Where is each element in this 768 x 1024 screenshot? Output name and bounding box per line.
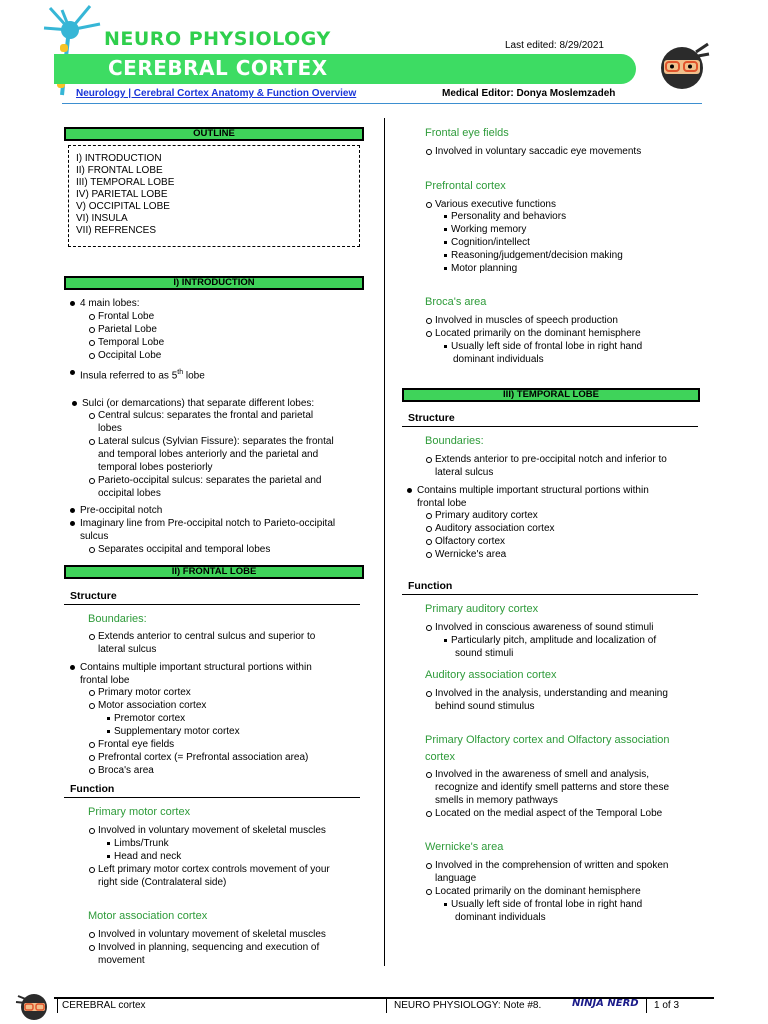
temporal-contains: Contains multiple important structural portions within	[417, 485, 649, 496]
broca-point: Involved in muscles of speech production	[435, 315, 618, 326]
frontal-function-label: Function	[70, 783, 115, 795]
temporal-heading: III) TEMPORAL LOBE	[402, 388, 700, 402]
outline-item: VII) REFRENCES	[76, 225, 157, 236]
lateral-sulcus-cont: and temporal lobes anteriorly and the parietal and	[98, 449, 319, 460]
pfc-heading: Prefrontal cortex	[425, 180, 506, 192]
header-rule	[62, 103, 702, 104]
column-divider	[384, 118, 385, 966]
neuron-logo-icon	[40, 0, 110, 100]
ninja-avatar-icon	[652, 40, 710, 92]
pfc-sub: Motor planning	[451, 263, 518, 274]
temporal-boundaries-heading: Boundaries:	[425, 435, 484, 447]
parieto-occipital-sulcus: Parieto-occipital sulcus: separates the parietal and	[98, 475, 322, 486]
footer-divider	[386, 999, 387, 1013]
frontal-contains: Contains multiple important structural portions within	[80, 662, 312, 673]
intro-heading: I) INTRODUCTION	[64, 276, 364, 290]
pfc-point: Various executive functions	[435, 199, 556, 210]
imaginary-line: Imaginary line from Pre-occipital notch to Parieto-occipital	[80, 518, 336, 529]
pmc-point: Involved in voluntary movement of skeletal muscles	[98, 825, 326, 836]
olf-point-cont: recognize and identify smell patterns and store these	[435, 782, 670, 793]
frontal-part: Primary motor cortex	[98, 687, 191, 698]
frontal-structure-label: Structure	[70, 590, 117, 602]
ninja-nerd-logo: NINJA NERD	[572, 998, 639, 1009]
lateral-sulcus-cont: temporal lobes posteriorly	[98, 462, 213, 473]
olf-heading-cont: cortex	[425, 751, 455, 763]
video-link[interactable]: Neurology | Cerebral Cortex Anatomy & Function Overview	[76, 88, 357, 99]
footer-divider	[57, 999, 58, 1013]
parieto-occipital-cont: occipital lobes	[98, 488, 161, 499]
fef-point: Involved in voluntary saccadic eye movements	[435, 146, 642, 157]
footer-middle: NEURO PHYSIOLOGY: Note #8.	[394, 1000, 542, 1011]
frontal-part: Prefrontal cortex (= Prefrontal association area)	[98, 752, 309, 763]
underline	[64, 604, 360, 605]
imaginary-line-cont: sulcus	[80, 531, 109, 542]
temporal-boundary-cont: lateral sulcus	[435, 467, 494, 478]
footer-divider	[646, 999, 647, 1013]
underline	[402, 594, 698, 595]
insula-note: Insula referred to as 5th lobe	[80, 366, 205, 382]
wernicke-point: Located primarily on the dominant hemisphere	[435, 886, 641, 897]
frontal-part: Broca's area	[98, 765, 154, 776]
pfc-sub: Cognition/intellect	[451, 237, 530, 248]
lobe-item: Parietal Lobe	[98, 324, 157, 335]
temporal-boundary: Extends anterior to pre-occipital notch and inferior to	[435, 454, 667, 465]
temporal-function-label: Function	[408, 580, 453, 592]
olf-point-cont: smells in memory pathways	[435, 795, 558, 806]
wernicke-sub-cont: dominant individuals	[455, 912, 546, 923]
mac-point: Involved in planning, sequencing and execution of	[98, 942, 320, 953]
outline-item: V) OCCIPITAL LOBE	[76, 201, 170, 212]
pac-sub-cont: sound stimuli	[455, 648, 514, 659]
outline-item: II) FRONTAL LOBE	[76, 165, 163, 176]
ninja-footer-icon	[14, 990, 52, 1022]
outline-heading: OUTLINE	[64, 127, 364, 141]
frontal-part: Frontal eye fields	[98, 739, 175, 750]
temporal-part: Primary auditory cortex	[435, 510, 538, 521]
wernicke-point-cont: language	[435, 873, 477, 884]
assoc-part: Premotor cortex	[114, 713, 186, 724]
underline	[402, 426, 698, 427]
outline-item: III) TEMPORAL LOBE	[76, 177, 175, 188]
mac-point-cont: movement	[98, 955, 145, 966]
page-number: 1 of 3	[654, 1000, 680, 1011]
last-edited: Last edited: 8/29/2021	[505, 40, 604, 51]
lobes-label: 4 main lobes:	[80, 298, 140, 309]
central-sulcus-cont: lobes	[98, 423, 122, 434]
olf-heading: Primary Olfactory cortex and Olfactory association	[425, 734, 670, 746]
outline-item: VI) INSULA	[76, 213, 128, 224]
frontal-boundaries-heading: Boundaries:	[88, 613, 147, 625]
frontal-part: Motor association cortex	[98, 700, 207, 711]
medical-editor: Medical Editor: Donya Moslemzadeh	[442, 88, 616, 99]
header-title: NEURO PHYSIOLOGY	[104, 28, 331, 50]
pac-heading: Primary auditory cortex	[425, 603, 539, 615]
pfc-sub: Working memory	[451, 224, 527, 235]
assoc-part: Supplementary motor cortex	[114, 726, 240, 737]
broca-point: Located primarily on the dominant hemisphere	[435, 328, 641, 339]
pmc-point-cont: right side (Contralateral side)	[98, 877, 227, 888]
wernicke-point: Involved in the comprehension of written and spoken	[435, 860, 669, 871]
pfc-sub: Personality and behaviors	[451, 211, 567, 222]
frontal-boundary-cont: lateral sulcus	[98, 644, 157, 655]
pmc-sub: Limbs/Trunk	[114, 838, 169, 849]
broca-sub: Usually left side of frontal lobe in right hand	[451, 341, 643, 352]
footer-left: CEREBRAL cortex	[62, 1000, 146, 1011]
pmc-point: Left primary motor cortex controls movement of your	[98, 864, 330, 875]
central-sulcus: Central sulcus: separates the frontal and parietal	[98, 410, 314, 421]
wernicke-heading: Wernicke's area	[425, 841, 504, 853]
aac-point-cont: behind sound stimulus	[435, 701, 535, 712]
underline	[64, 797, 360, 798]
pfc-sub: Reasoning/judgement/decision making	[451, 250, 623, 261]
lobe-item: Temporal Lobe	[98, 337, 165, 348]
temporal-contains-cont: frontal lobe	[417, 498, 467, 509]
mac-point: Involved in voluntary movement of skeletal muscles	[98, 929, 326, 940]
pac-point: Involved in conscious awareness of sound stimuli	[435, 622, 654, 633]
frontal-boundary: Extends anterior to central sulcus and superior to	[98, 631, 316, 642]
frontal-heading: II) FRONTAL LOBE	[64, 565, 364, 579]
pac-sub: Particularly pitch, amplitude and localization of	[451, 635, 657, 646]
aac-heading: Auditory association cortex	[425, 669, 557, 681]
lateral-sulcus: Lateral sulcus (Sylvian Fissure): separates the frontal	[98, 436, 334, 447]
sulci-label: Sulci (or demarcations) that separate different lobes:	[82, 398, 315, 409]
outline-item: IV) PARIETAL LOBE	[76, 189, 168, 200]
temporal-part: Wernicke's area	[435, 549, 507, 560]
aac-point: Involved in the analysis, understanding and meaning	[435, 688, 668, 699]
fef-heading: Frontal eye fields	[425, 127, 509, 139]
broca-heading: Broca's area	[425, 296, 487, 308]
pmc-sub: Head and neck	[114, 851, 182, 862]
separates-note: Separates occipital and temporal lobes	[98, 544, 271, 555]
wernicke-sub: Usually left side of frontal lobe in right hand	[451, 899, 643, 910]
preoccipital-notch: Pre-occipital notch	[80, 505, 163, 516]
pmc-heading: Primary motor cortex	[88, 806, 191, 818]
olf-point: Involved in the awareness of smell and analysis,	[435, 769, 650, 780]
frontal-contains-cont: frontal lobe	[80, 675, 130, 686]
outline-item: I) INTRODUCTION	[76, 153, 162, 164]
mac-heading: Motor association cortex	[88, 910, 208, 922]
lobe-item: Occipital Lobe	[98, 350, 162, 361]
header-subtitle: CEREBRAL CORTEX	[108, 56, 328, 80]
broca-sub-cont: dominant individuals	[453, 354, 544, 365]
olf-point: Located on the medial aspect of the Temporal Lobe	[435, 808, 663, 819]
temporal-part: Olfactory cortex	[435, 536, 506, 547]
lobe-item: Frontal Lobe	[98, 311, 155, 322]
temporal-part: Auditory association cortex	[435, 523, 555, 534]
temporal-structure-label: Structure	[408, 412, 455, 424]
